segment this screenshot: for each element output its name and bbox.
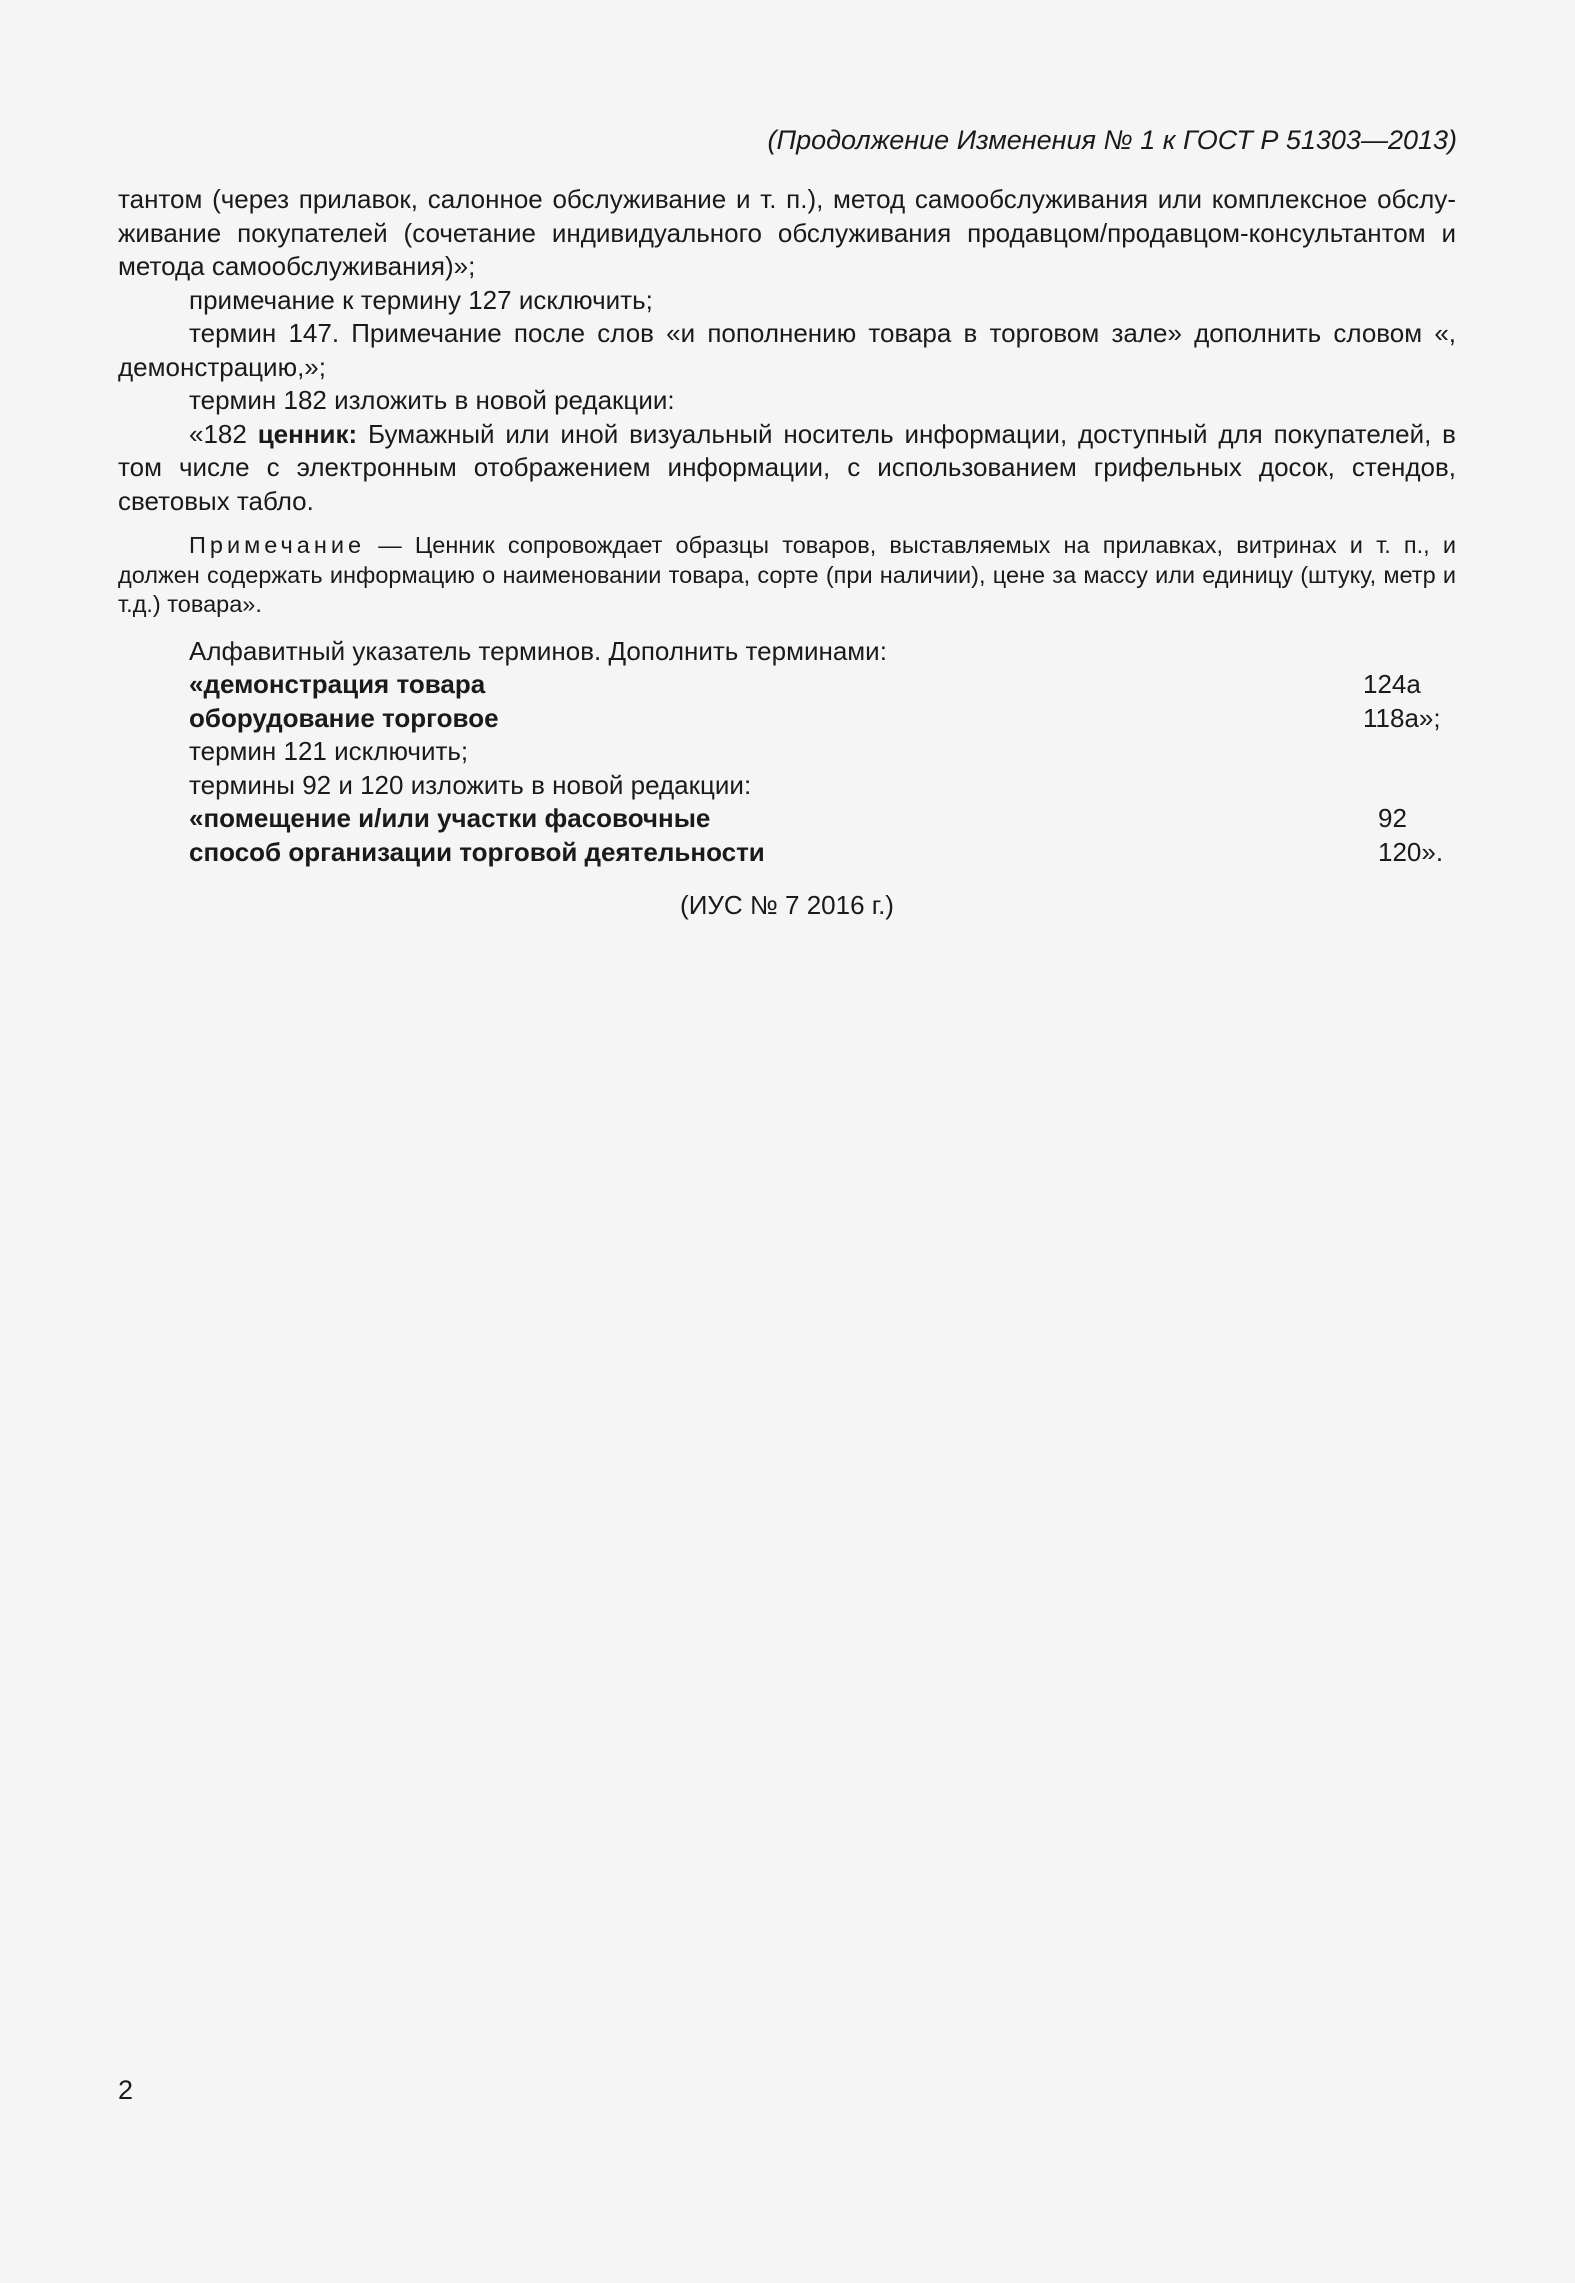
running-header: (Продолжение Изменения № 1 к ГОСТ Р 51303—2013) — [767, 125, 1457, 155]
index-entry — [118, 802, 1456, 836]
alphabetical-index-changes — [118, 635, 1456, 870]
index-redo-text: термины 92 и 120 изложить в новой редакции: — [189, 769, 752, 800]
index-intro-text: Алфавитный указатель терминов. Дополнить терминами: — [189, 635, 887, 666]
index-remove-text: термин 121 исключить; — [189, 736, 469, 766]
term-182-name: ценник: — [257, 418, 358, 449]
term-182-text: Бумажный или иной визуальный носитель информации, доступный для покупателей, в том числе с электронным отображением информации, с использованием грифельных досок, стендов, световых табло. — [118, 418, 1456, 516]
index-entry-term: «демонстрация товара — [189, 669, 486, 699]
paragraph-note-127: примечание к термину 127 исключить; — [189, 284, 653, 315]
index-entry — [118, 668, 1456, 702]
index-entry — [118, 836, 1456, 870]
paragraph-term-182-definition — [118, 418, 1456, 519]
index-entry-number: 120». — [1378, 836, 1444, 867]
index-entry-number: 118а»; — [1363, 702, 1441, 733]
index-entry — [118, 702, 1456, 736]
index-entry-number: 92 — [1378, 803, 1407, 833]
document-body — [118, 183, 1456, 923]
note-label: Примечание — [189, 532, 366, 558]
index-entry-term: оборудование торговое — [189, 702, 499, 733]
note-paragraph — [118, 531, 1456, 620]
term-182-prefix: «182 — [189, 418, 258, 449]
ius-reference: (ИУС № 7 2016 г.) — [680, 890, 894, 920]
index-entry-number: 124а — [1363, 669, 1421, 699]
paragraph-term-147: термин 147. Примечание после слов «и пополнению товара в торговом зале» дополнить словом «, демонстрацию,»; — [118, 318, 1456, 382]
paragraph-continuation: тантом (через прилавок, салонное обслуживание и т. п.), метод самообслуживания или комплексное обслу-живание покупателей (сочетание индивидуального обслуживания продавцом/продавцом-консультантом и метода самообслуживания)»; — [118, 184, 1456, 281]
note-text: — Ценник сопровождает образцы товаров, выставляемых на прилавках, витринах и т. п., и должен содержать информацию о наименовании товара, сорте (при наличии), цене за массу или единицу (штуку, метр и т.д.) товара». — [118, 532, 1456, 617]
index-remove-line — [118, 735, 1456, 769]
index-redo-line — [118, 769, 1456, 803]
index-intro — [118, 635, 1456, 669]
index-entry-term: «помещение и/или участки фасовочные — [189, 803, 711, 833]
paragraph-term-182-intro: термин 182 изложить в новой редакции: — [189, 385, 675, 415]
page-number: 2 — [118, 2075, 134, 2105]
index-entry-term: способ организации торговой деятельности — [189, 836, 765, 867]
